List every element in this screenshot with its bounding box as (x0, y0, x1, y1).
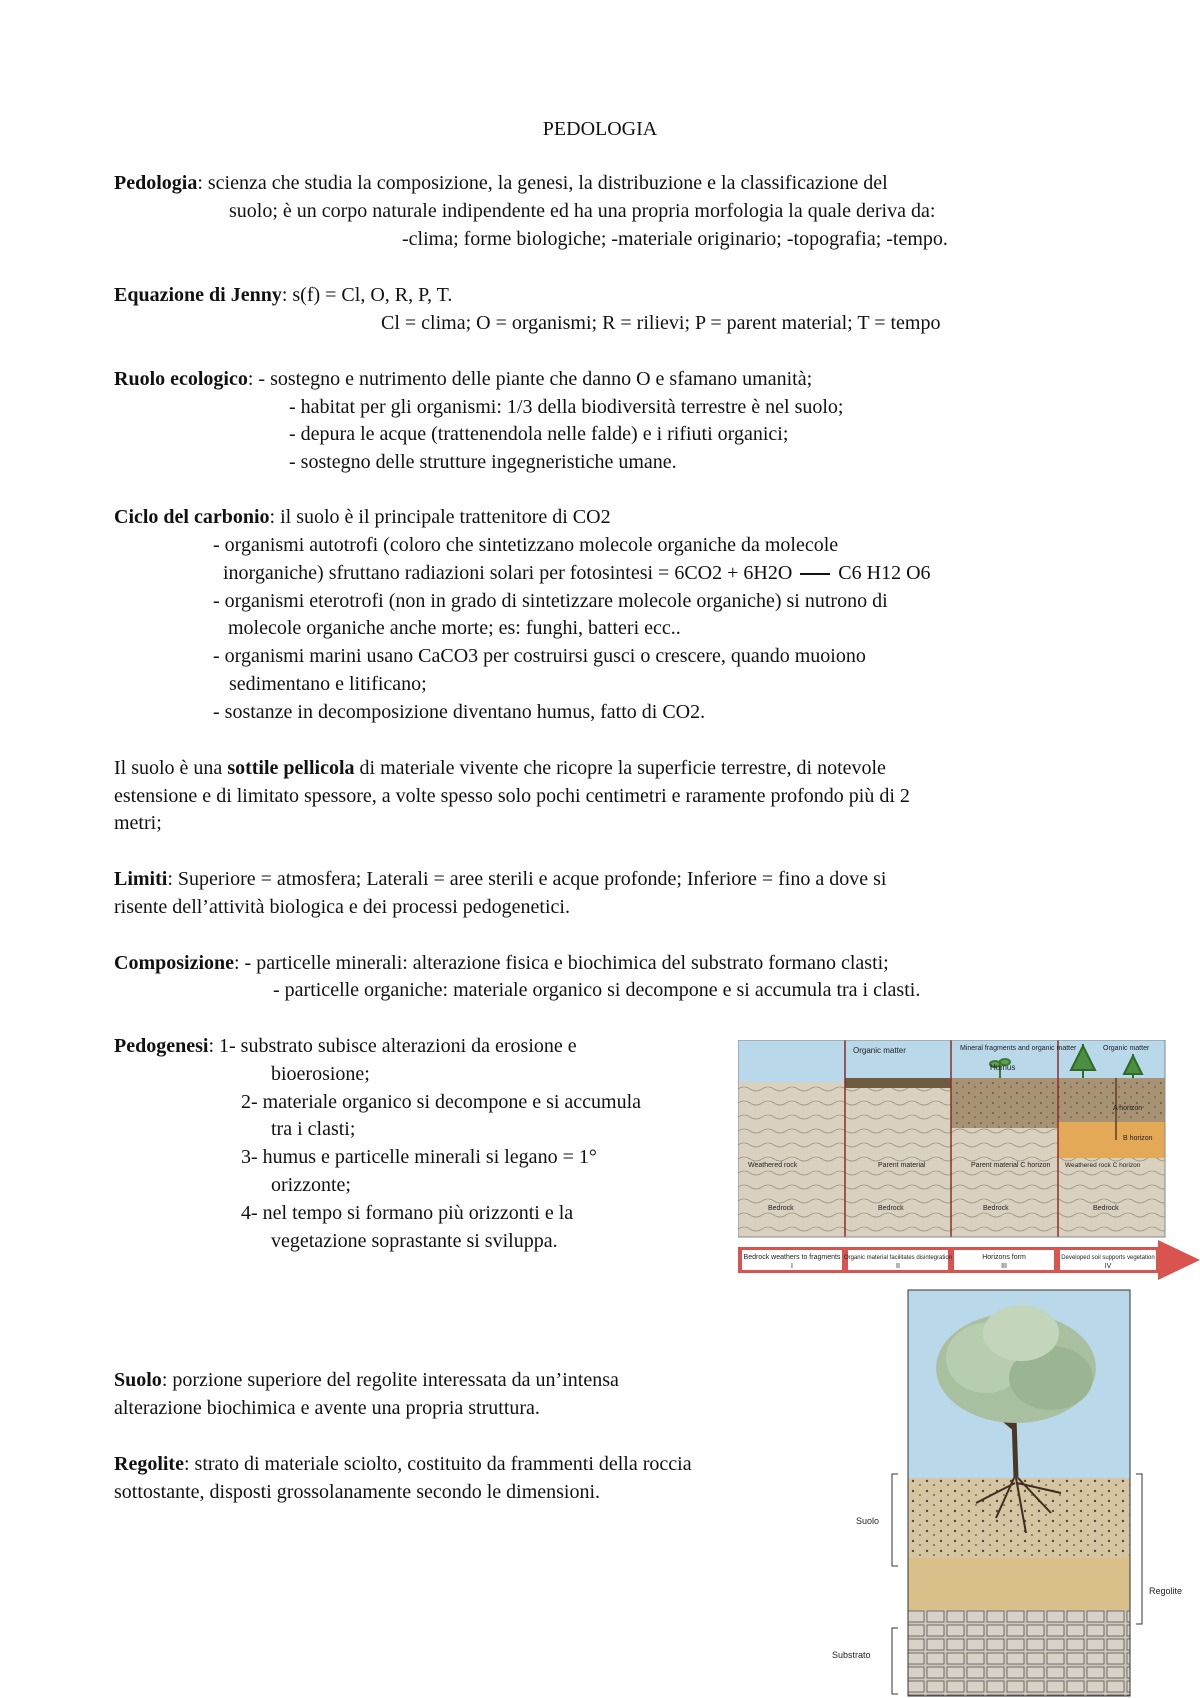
label-bedrock: Bedrock (878, 1205, 904, 1212)
composizione-line2: - particelle organiche: materiale organico si decompone e si accumula tra i clasti. (273, 979, 921, 1001)
pedologia-term: Pedologia (114, 172, 198, 194)
composizione-line1: Composizione: - particelle minerali: alterazione fisica e biochimica del substrato formano clasti; (114, 952, 889, 974)
label-suolo: Suolo (856, 1516, 880, 1526)
label-parent-material-c: Parent material C horizon (971, 1162, 1051, 1169)
label-weathered-rock-c: Weathered rock C horizon (1065, 1162, 1141, 1169)
pedogenesi-p4b: vegetazione soprastante si sviluppa. (271, 1230, 558, 1252)
carbonio-l4: molecole organiche anche morte; es: funghi, batteri ecc.. (228, 617, 681, 639)
pedologia-line2: suolo; è un corpo naturale indipendente ed ha una propria morfologia la quale deriva da: (229, 200, 936, 222)
carbonio-l7: - sostanze in decomposizione diventano humus, fatto di CO2. (213, 701, 706, 723)
label-bedrock: Bedrock (1093, 1205, 1119, 1212)
ruolo-item: - habitat per gli organismi: 1/3 della biodiversità terrestre è nel suolo; (289, 396, 844, 418)
carbonio-l6: sedimentano e litificano; (229, 673, 427, 695)
label-bedrock: Bedrock (983, 1205, 1009, 1212)
stage-label: Bedrock weathers to fragments (743, 1254, 841, 1261)
carbonio-l5: - organismi marini usano CaCO3 per costruirsi gusci o crescere, quando muoiono (213, 645, 866, 667)
suolo-line1: Suolo: porzione superiore del regolite interessata da un’intensa (114, 1369, 619, 1391)
carbonio-l1: - organismi autotrofi (coloro che sintetizzano molecole organiche da molecole (213, 534, 839, 556)
pedologia-line3: -clima; forme biologiche; -materiale originario; -topografia; -tempo. (402, 228, 948, 250)
ruolo-term: Ruolo ecologico (114, 368, 248, 390)
regolite-term: Regolite (114, 1453, 184, 1475)
pedogenesi-p4: 4- nel tempo si formano più orizzonti e la (241, 1202, 574, 1224)
pedogenesi-p1: Pedogenesi: 1- substrato subisce alterazioni da erosione e (114, 1035, 577, 1057)
pedogenesi-p2b: tra i clasti; (271, 1118, 356, 1140)
stage-number: IV (1104, 1263, 1112, 1270)
ruolo-line1: Ruolo ecologico: - sostegno e nutrimento delle piante che danno O e sfamano umanità; (114, 368, 813, 390)
suolo-line2: alterazione biochimica e avente una propria struttura. (114, 1397, 540, 1419)
pellicola-term: sottile pellicola (227, 757, 355, 779)
pedologia-line1: Pedologia: scienza che studia la composizione, la genesi, la distribuzione e la classificazione del (114, 172, 888, 194)
pedogenesi-p1b: bioerosione; (271, 1063, 370, 1085)
label-mineral-fragments: Mineral fragments and organic matter (960, 1045, 1077, 1052)
soil-formation-figure (738, 1040, 1200, 1280)
stage-number: III (1001, 1263, 1007, 1270)
stage-label: Horizons form (982, 1254, 1026, 1261)
pedogenesi-p3b: orizzonte; (271, 1174, 351, 1196)
limiti-line2: risente dell’attività biologica e dei processi pedogenetici. (114, 896, 570, 918)
stage-label: Developed soil supports vegetation (1061, 1255, 1155, 1261)
label-weathered-rock: Weathered rock (748, 1162, 798, 1169)
carbonio-line1: Ciclo del carbonio: il suolo è il principale trattenitore di CO2 (114, 506, 611, 528)
arrow-right-icon (800, 573, 830, 575)
label-organic-matter: Organic matter (853, 1046, 906, 1055)
limiti-line1: Limiti: Superiore = atmosfera; Laterali = aree sterili e acque profonde; Inferiore = fino a dove si (114, 868, 887, 890)
pellicola-line3: metri; (114, 812, 162, 834)
suolo-term: Suolo (114, 1369, 162, 1391)
soil-profile-figure (826, 1288, 1200, 1698)
regolite-bracket (1136, 1474, 1142, 1624)
panel3-soil (951, 1078, 1058, 1128)
label-substrato: Substrato (832, 1650, 871, 1660)
regolite-line2: sottostante, disposti grossolanamente secondo le dimensioni. (114, 1481, 601, 1503)
page-title: PEDOLOGIA (542, 118, 658, 140)
limiti-term: Limiti (114, 868, 168, 890)
substrate-layer (908, 1610, 1130, 1696)
panel4-a-horizon (1058, 1078, 1165, 1122)
carbonio-term: Ciclo del carbonio (114, 506, 270, 528)
jenny-line1: Equazione di Jenny: s(f) = Cl, O, R, P, T. (114, 284, 453, 306)
ruolo-item: - depura le acque (trattenendola nelle falde) e i rifiuti organici; (289, 423, 789, 445)
pellicola-line1: Il suolo è una sottile pellicola di materiale vivente che ricopre la superficie terrestre, di notevole (114, 757, 886, 779)
carbonio-l2: inorganiche) sfruttano radiazioni solari per fotosintesi = 6CO2 + 6H2O C6 H12 O6 (223, 562, 931, 584)
label-parent-material: Parent material (878, 1162, 926, 1169)
organic-surface (845, 1078, 951, 1088)
label-organic-matter-4: Organic matter (1103, 1045, 1150, 1052)
stage-number: I (791, 1263, 793, 1270)
substrato-bracket (892, 1628, 898, 1694)
pedogenesi-p3: 3- humus e particelle minerali si legano = 1° (241, 1146, 597, 1168)
label-b-horizon: B horizon (1123, 1135, 1153, 1142)
regolite-line1: Regolite: strato di materiale sciolto, costituito da frammenti della roccia (114, 1453, 692, 1475)
label-a-horizon: A horizon (1113, 1105, 1143, 1112)
pellicola-line2: estensione e di limitato spessore, a volte spesso solo pochi centimetri e raramente profondo più di 2 (114, 785, 910, 807)
stage-number: II (896, 1263, 900, 1270)
label-bedrock: Bedrock (768, 1205, 794, 1212)
stage-label: Organic material facilitates disintegration (843, 1255, 953, 1261)
pedogenesi-term: Pedogenesi (114, 1035, 209, 1057)
suolo-bracket (892, 1474, 898, 1566)
label-humus: Humus (990, 1063, 1016, 1072)
subsoil-layer (908, 1558, 1130, 1610)
label-regolite: Regolite (1149, 1586, 1183, 1596)
composizione-term: Composizione (114, 952, 234, 974)
jenny-line2: Cl = clima; O = organismi; R = rilievi; P = parent material; T = tempo (381, 312, 941, 334)
jenny-term: Equazione di Jenny (114, 284, 282, 306)
pedogenesi-p2: 2- materiale organico si decompone e si accumula (241, 1091, 642, 1113)
ruolo-item: - sostegno delle strutture ingegneristiche umane. (289, 451, 677, 473)
carbonio-l3: - organismi eterotrofi (non in grado di sintetizzare molecole organiche) si nutrono di (213, 590, 888, 612)
